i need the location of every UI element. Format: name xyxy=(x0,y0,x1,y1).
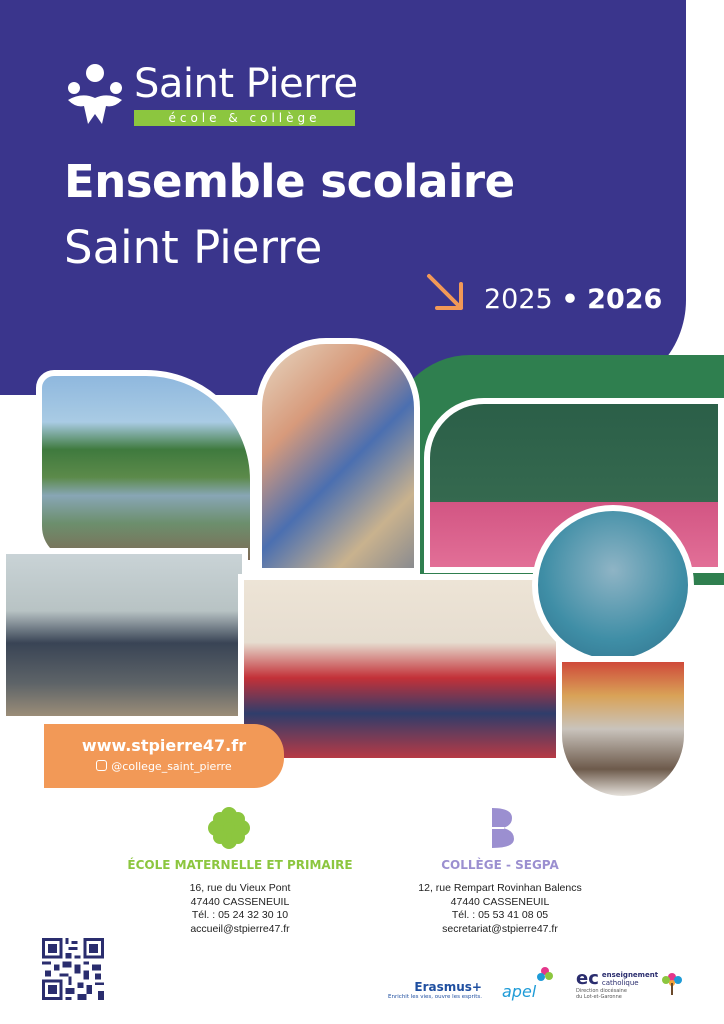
tree-icon xyxy=(658,968,686,998)
erasmus-name: Erasmus+ xyxy=(414,980,482,994)
photo-canteen xyxy=(556,656,690,802)
year-separator: • xyxy=(561,284,579,315)
apel-name: apel xyxy=(502,982,537,1001)
title-line-1: Ensemble scolaire xyxy=(64,155,515,208)
apel-flower-icon xyxy=(536,966,554,984)
erasmus-tagline: Enrichit les vies, ouvre les esprits. xyxy=(388,994,482,1000)
instagram-icon xyxy=(96,760,107,771)
apel-logo xyxy=(502,966,560,1006)
photo-music-band xyxy=(0,548,248,722)
school-college-name: COLLÈGE - SEGPA xyxy=(441,858,559,872)
school-college-phone: Tél. : 05 53 41 08 05 xyxy=(451,909,549,921)
website-pill xyxy=(44,724,284,788)
photo-costumes xyxy=(256,338,420,574)
school-primary-address: 16, rue du Vieux Pont xyxy=(189,882,291,894)
school-college xyxy=(380,858,620,936)
school-college-address: 12, rue Rempart Rovinhan Balencs xyxy=(418,882,582,894)
b-shape-icon xyxy=(488,806,516,850)
ec-line-3: Direction diocésaine xyxy=(576,988,627,994)
photo-kayaks xyxy=(36,370,256,566)
year-start: 2025 xyxy=(484,284,553,315)
ec-line-1: enseignement xyxy=(601,971,659,979)
school-college-email[interactable]: secretariat@stpierre47.fr xyxy=(442,922,558,935)
instagram-label: @college_saint_pierre xyxy=(111,760,232,773)
ec-line-4: du Lot-et-Garonne xyxy=(576,994,622,1000)
school-primary-city: 47440 CASSENEUIL xyxy=(190,895,290,908)
school-primary-email[interactable]: accueil@stpierre47.fr xyxy=(190,922,290,935)
school-primary-phone: Tél. : 05 24 32 30 10 xyxy=(191,909,289,921)
enseignement-catholique-logo: ec enseignement catholique Direction diocésaine du Lot-et-Garonne xyxy=(576,970,666,1000)
logo-subtitle: école & collège xyxy=(134,110,355,126)
school-primary xyxy=(90,858,390,936)
year-end: 2026 xyxy=(587,284,663,315)
erasmus-logo xyxy=(382,980,482,1000)
qr-code-icon[interactable] xyxy=(42,938,104,1000)
title-line-2: Saint Pierre xyxy=(64,221,323,274)
website-link[interactable]: www.stpierre47.fr xyxy=(81,736,247,755)
school-year xyxy=(484,282,662,318)
logo-name: Saint Pierre xyxy=(134,61,358,107)
instagram-handle[interactable] xyxy=(44,760,284,773)
people-logo-icon xyxy=(62,62,128,128)
flower-icon xyxy=(207,806,251,850)
photo-swimming xyxy=(532,505,694,665)
arrow-down-right-icon xyxy=(423,270,469,316)
school-primary-name: ÉCOLE MATERNELLE ET PRIMAIRE xyxy=(127,858,353,872)
school-college-city: 47440 CASSENEUIL xyxy=(450,895,550,908)
photo-santa xyxy=(238,574,562,764)
ec-line-2: catholique xyxy=(601,979,639,987)
